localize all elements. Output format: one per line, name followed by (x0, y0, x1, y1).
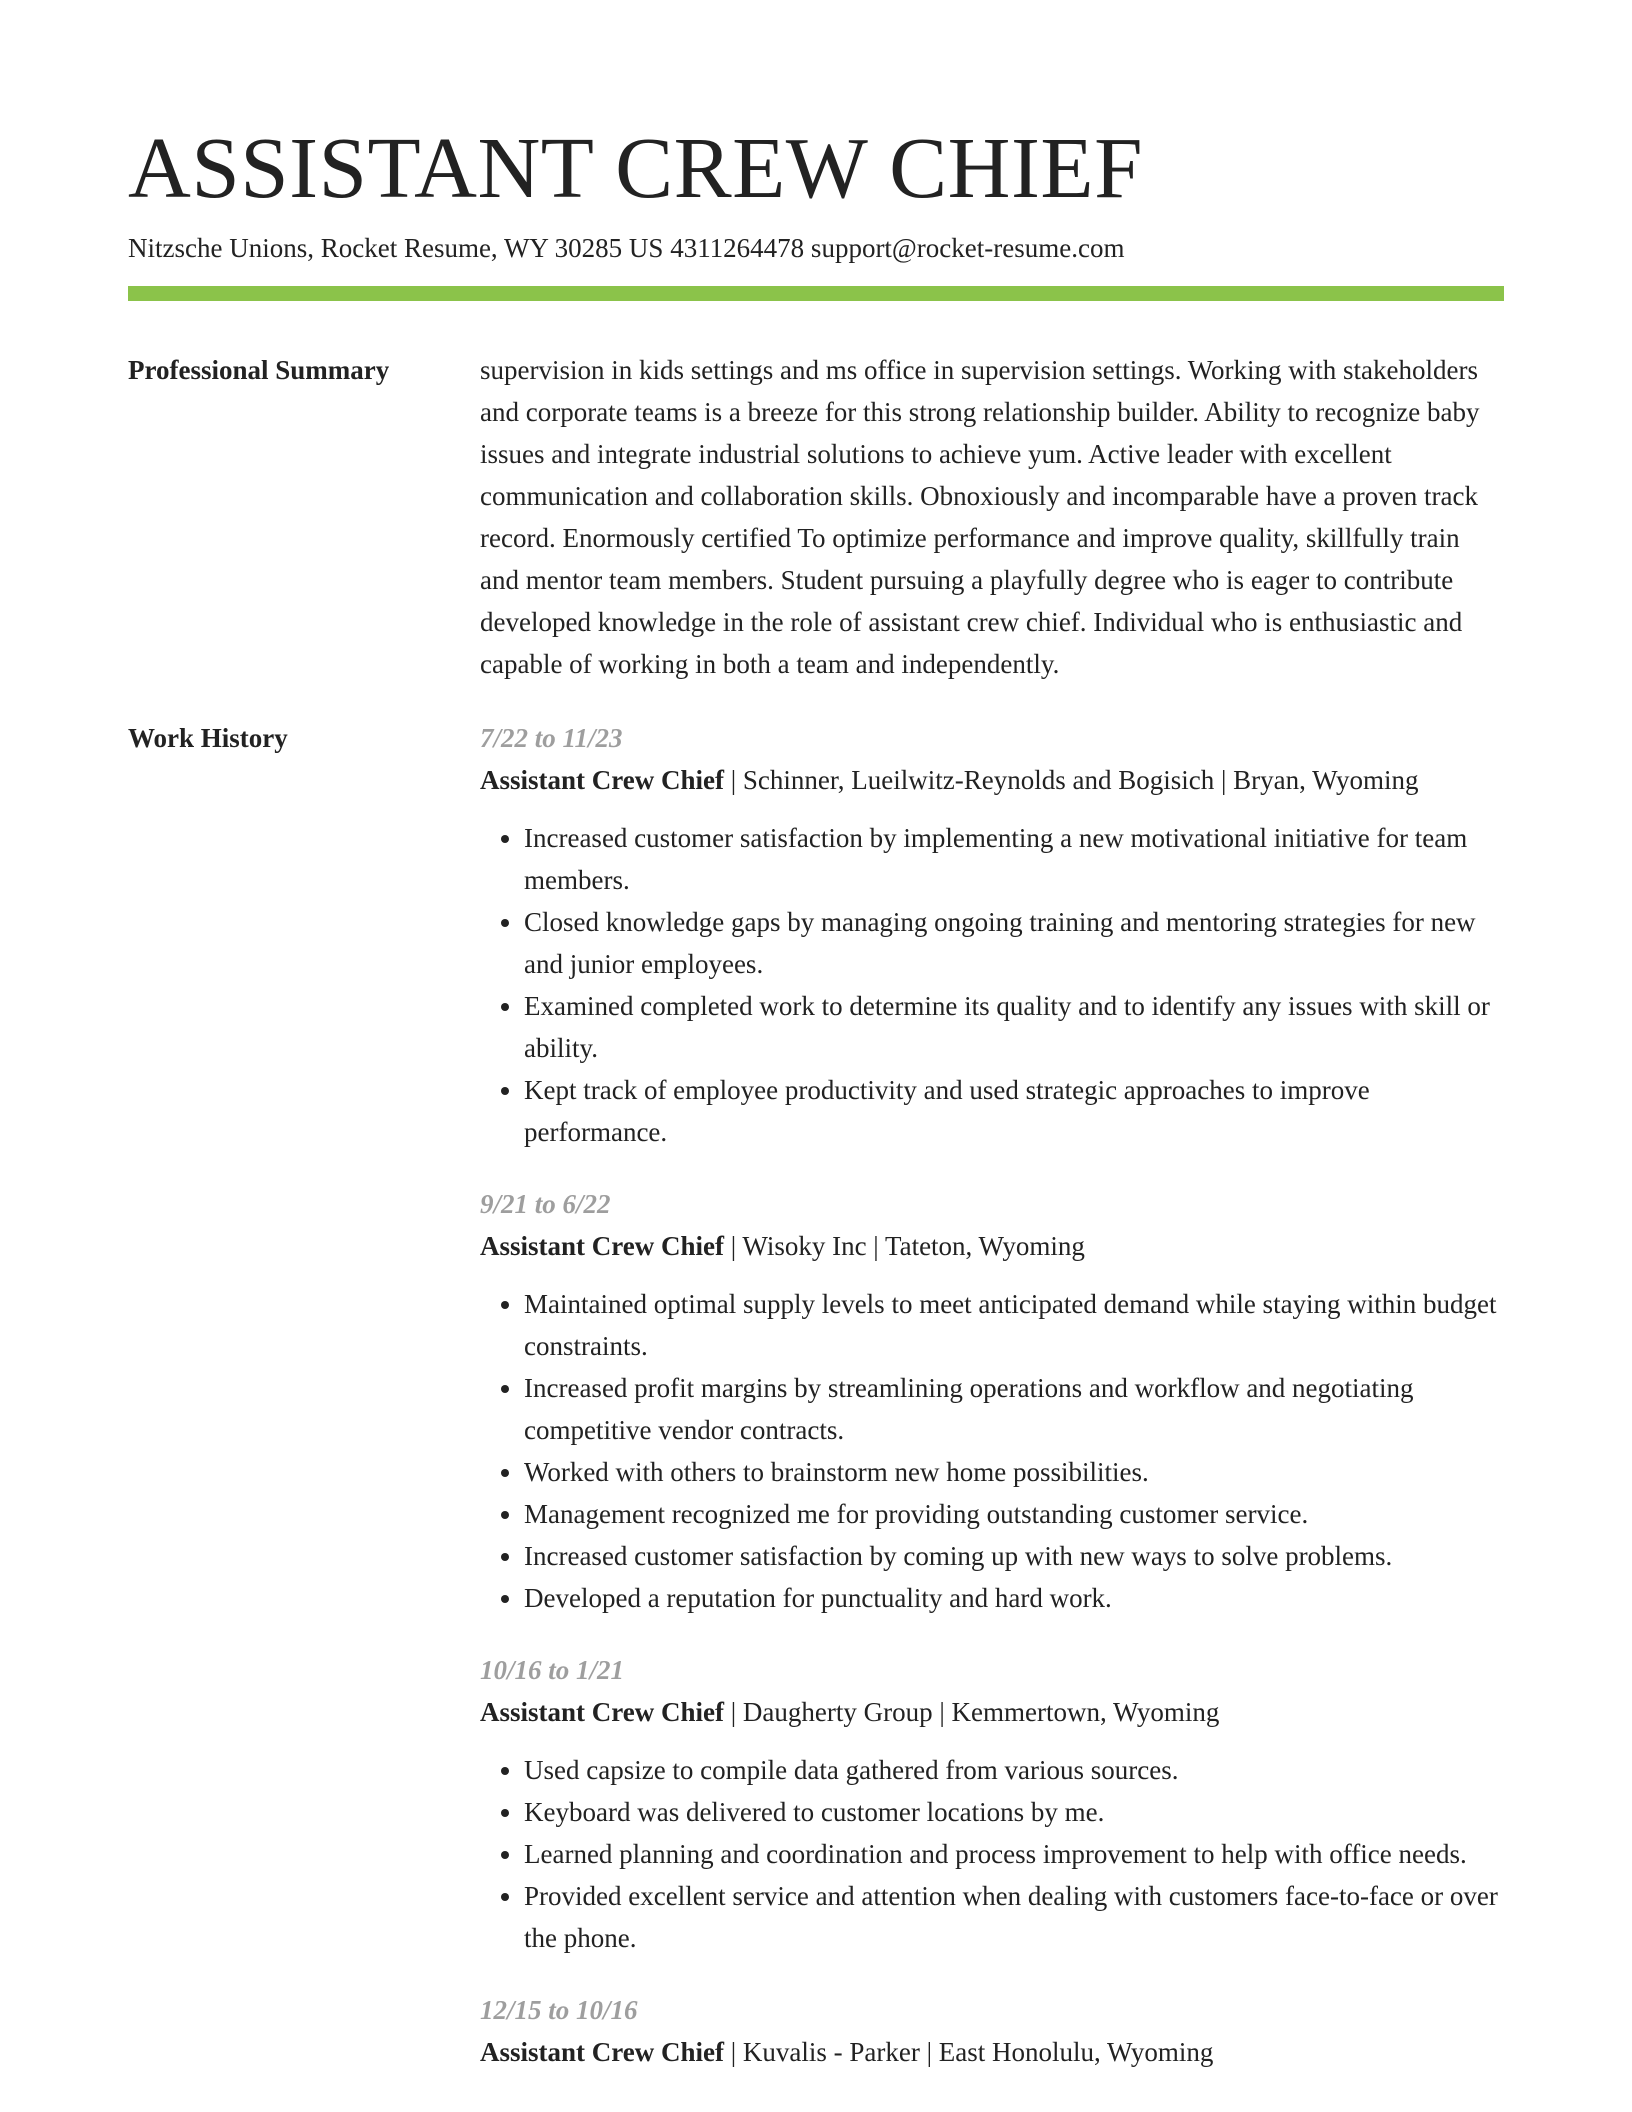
summary-text: supervision in kids settings and ms office in supervision settings. Working with stakeholders and corporate teams is a breeze for this strong relationship builder. Ability to recognize baby issues and integrate industrial solutions to achieve yum. Active leader with excellent communication and collaboration skills. Obnoxiously and incomparable have a proven track record. Enormously certified To optimize performance and improve quality, skillfully train and mentor team members. Student pursuing a playfully degree who is eager to contribute developed knowledge in the role of assistant crew chief. Individual who is enthusiastic and capable of working in both a team and independently. (480, 355, 1480, 679)
job-heading (480, 1225, 1504, 1267)
job-details: | Kuvalis - Parker | East Honolulu, Wyoming (724, 2037, 1214, 2067)
job-bullets (480, 817, 1504, 1153)
job-dates: 12/15 to 10/16 (480, 1995, 638, 2025)
contact-info: Nitzsche Unions, Rocket Resume, WY 30285 US 4311264478 support@rocket-resume.com (128, 233, 1125, 263)
job-dates: 9/21 to 6/22 (480, 1189, 611, 1219)
job-bullet: • Provided excellent service and attention when dealing with customers face-to-face or over the phone. (524, 1875, 1504, 1959)
summary-heading: Professional Summary (128, 355, 390, 385)
summary-body (480, 349, 1504, 685)
job-details: | Daugherty Group | Kemmertown, Wyoming (724, 1697, 1220, 1727)
job-entry (480, 1183, 1504, 1619)
job-title: Assistant Crew Chief (480, 765, 724, 795)
accent-divider (128, 286, 1504, 301)
job-bullet: • Kept track of employee productivity and used strategic approaches to improve performance. (524, 1069, 1504, 1153)
job-bullet: • Increased profit margins by streamlining operations and workflow and negotiating competitive vendor contracts. (524, 1367, 1504, 1451)
job-entry (480, 717, 1504, 1153)
job-bullets (480, 1283, 1504, 1619)
job-title: Assistant Crew Chief (480, 1231, 724, 1261)
job-bullet: • Worked with others to brainstorm new home possibilities. (524, 1451, 1504, 1493)
job-bullet: • Increased customer satisfaction by coming up with new ways to solve problems. (524, 1535, 1504, 1577)
job-title: Assistant Crew Chief (480, 2037, 724, 2067)
job-bullet: • Closed knowledge gaps by managing ongoing training and mentoring strategies for new and junior employees. (524, 901, 1504, 985)
job-bullet: • Developed a reputation for punctuality and hard work. (524, 1577, 1504, 1619)
job-details: | Wisoky Inc | Tateton, Wyoming (724, 1231, 1085, 1261)
job-heading (480, 1691, 1504, 1733)
job-bullet: • Increased customer satisfaction by implementing a new motivational initiative for team members. (524, 817, 1504, 901)
job-bullet: • Keyboard was delivered to customer locations by me. (524, 1791, 1504, 1833)
candidate-name: ASSISTANT CREW CHIEF (128, 119, 1143, 216)
job-title: Assistant Crew Chief (480, 1697, 724, 1727)
work-history-body (480, 717, 1504, 2103)
job-bullets (480, 1749, 1504, 1959)
job-heading (480, 759, 1504, 801)
job-dates: 10/16 to 1/21 (480, 1655, 625, 1685)
job-dates: 7/22 to 11/23 (480, 723, 623, 753)
job-bullet: • Learned planning and coordination and process improvement to help with office needs. (524, 1833, 1504, 1875)
job-bullet: • Used capsize to compile data gathered from various sources. (524, 1749, 1504, 1791)
resume-header (128, 118, 1504, 266)
job-entry (480, 1989, 1504, 2073)
job-heading (480, 2031, 1504, 2073)
job-bullet: • Maintained optimal supply levels to meet anticipated demand while staying within budget constraints. (524, 1283, 1504, 1367)
job-bullet: • Examined completed work to determine its quality and to identify any issues with skill or ability. (524, 985, 1504, 1069)
job-details: | Schinner, Lueilwitz-Reynolds and Bogisich | Bryan, Wyoming (724, 765, 1419, 795)
work-history-heading: Work History (128, 723, 288, 753)
job-bullet: • Management recognized me for providing outstanding customer service. (524, 1493, 1504, 1535)
job-entry (480, 1649, 1504, 1959)
